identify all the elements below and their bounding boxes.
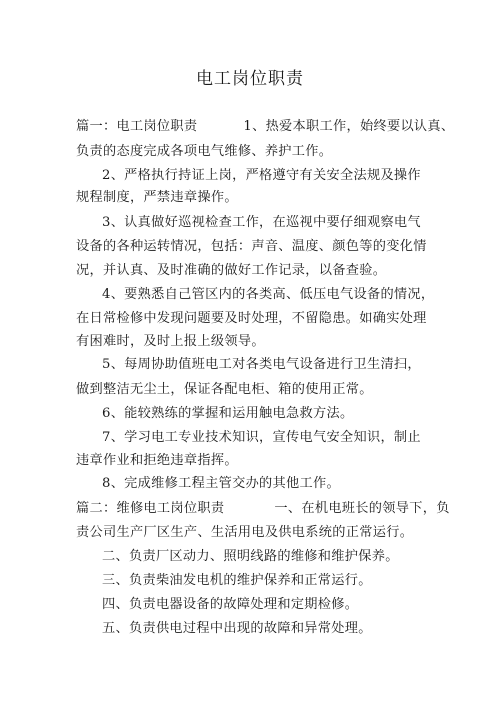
part2-item1-text: 一、在机电班长的领导下，负 [274,501,450,516]
part2-item3-text: 三、负责柴油发电机的维护保养和正常运行。 [102,573,372,588]
part1-item4-continuation-2: 有困难时，及时上报上级领导。 [76,334,265,349]
part1-item3-continuation-2: 况，并认真、及时准确的做好工作记录，以备查验。 [76,263,387,278]
part1-item1-continuation: 负责的态度完成各项电气维修、养护工作。 [76,144,333,159]
part1-item4-text: 4、要熟悉自己管区内的各类高、低压电气设备的情况， [102,287,435,302]
part1-item1-text: 1、热爱本职工作，始终要以认真、 [243,119,455,134]
part2-heading: 篇二：维修电工岗位职责 [76,501,225,516]
part1-item4-continuation-1: 在日常检修中发现问题要及时处理，不留隐患。如确实处理 [76,311,427,326]
part1-item6-text: 6、能较熟练的掌握和运用触电急救方法。 [102,406,354,421]
part2-item1-continuation: 责公司生产厂区生产、生活用电及供电系统的正常运行。 [76,525,414,540]
part1-item2-continuation: 规程制度，严禁违章操作。 [76,190,238,205]
part2-item2-text: 二、负责厂区动力、照明线路的维修和维护保养。 [102,549,399,564]
part2-item4-text: 四、负责电器设备的故障处理和定期检修。 [102,597,359,612]
part2-item5-text: 五、负责供电过程中出现的故障和异常处理。 [102,621,372,636]
part1-item8-text: 8、完成维修工程主管交办的其他工作。 [102,476,340,491]
part1-item7-text: 7、学习电工专业技术知识，宣传电气安全知识，制止 [102,430,421,445]
part1-line-1 [76,117,454,137]
part1-heading: 篇一：电工岗位职责 [76,119,198,134]
part1-item3-continuation-1: 设备的各种运转情况，包括：声音、温度、颜色等的变化情 [76,239,427,254]
part1-item5-text: 5、每周协助值班电工对各类电气设备进行卫生清扫， [102,357,421,372]
part1-item2-text: 2、严格执行持证上岗，严格遵守有关安全法规及操作 [102,168,421,183]
document-title: 电工岗位职责 [196,69,304,89]
part1-item3-text: 3、认真做好巡视检查工作，在巡视中要仔细观察电气 [102,215,421,230]
part1-item7-continuation: 违章作业和拒绝违章指挥。 [76,453,238,468]
part2-line-1 [76,499,450,519]
part1-item5-continuation: 做到整洁无尘土，保证各配电柜、箱的使用正常。 [76,382,373,397]
